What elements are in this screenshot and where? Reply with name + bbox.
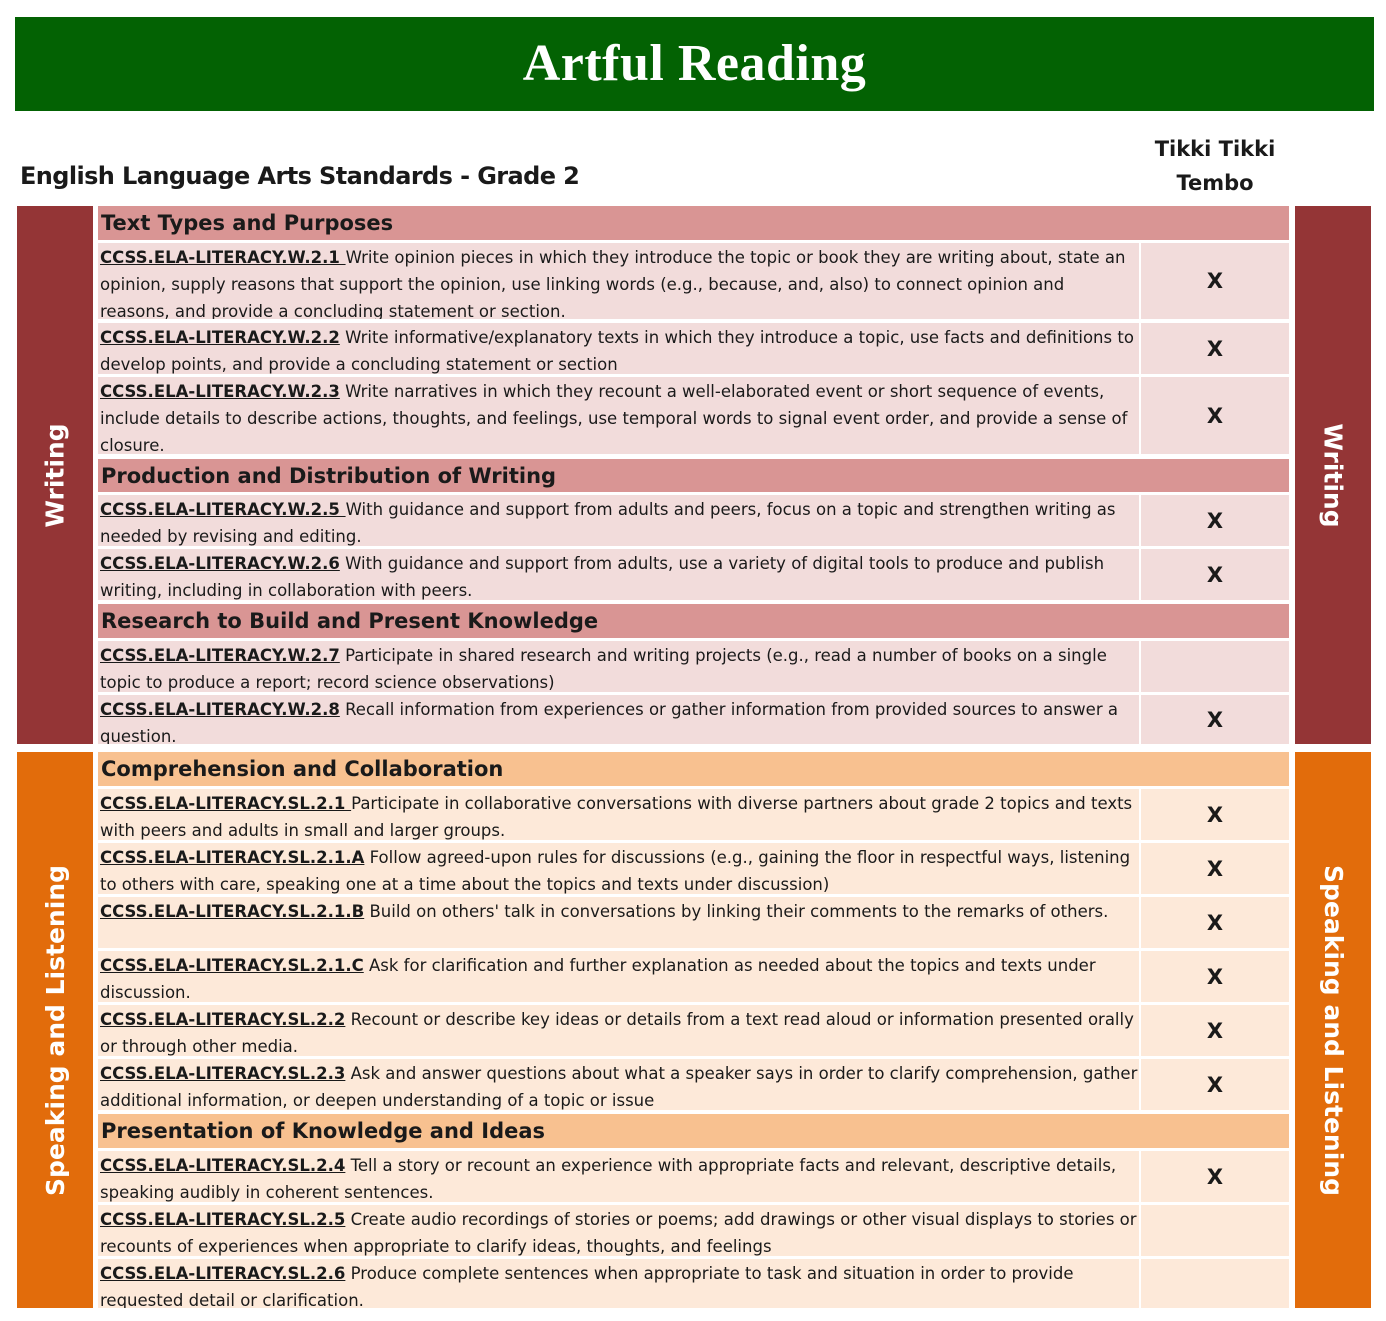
book-title-line-1: Tikki Tikki	[1154, 137, 1276, 161]
standard-text: Recount or describe key ideas or details from a text read aloud or information presented orally or through other media.	[100, 1010, 1134, 1056]
speaking-side-label-right: Speaking and Listening	[1295, 752, 1371, 1308]
book-mark-cell: X	[1141, 495, 1289, 546]
book-mark-cell: X	[1141, 1151, 1289, 1202]
standard-text: Write opinion pieces in which they introduce the topic or book they are writing about, state an opinion, supply reasons that support the opinion, use linking words (e.g., because, and, also) to connect opinion and reasons, and provide a concluding statement or section.	[100, 248, 1126, 319]
standard-row	[98, 695, 1139, 744]
standard-row	[98, 1005, 1139, 1056]
standard-text: Produce complete sentences when appropriate to task and situation in order to provide requested detail or clarification.	[100, 1264, 1074, 1308]
category-header: Comprehension and Collaboration	[98, 752, 1289, 786]
standard-row	[98, 323, 1139, 374]
book-mark-cell: X	[1141, 695, 1289, 744]
standard-code: CCSS.ELA-LITERACY.W.2.2	[100, 328, 340, 347]
standard-text: Build on others' talk in conversations by linking their comments to the remarks of others.	[364, 902, 1109, 921]
standard-code: CCSS.ELA-LITERACY.SL.2.1.C	[100, 956, 364, 975]
standard-row	[98, 243, 1139, 319]
standard-code: CCSS.ELA-LITERACY.W.2.7	[100, 646, 340, 665]
standard-code: CCSS.ELA-LITERACY.SL.2.6	[100, 1264, 346, 1283]
book-mark-cell	[1141, 1259, 1289, 1308]
standard-code: CCSS.ELA-LITERACY.SL.2.3	[100, 1064, 346, 1083]
standard-row	[98, 377, 1139, 454]
book-mark-cell: X	[1141, 843, 1289, 894]
standard-text: Create audio recordings of stories or poems; add drawings or other visual displays to stories or recounts of experiences when appropriate to clarify ideas, thoughts, and feelings	[100, 1210, 1137, 1256]
book-mark-cell: X	[1141, 789, 1289, 840]
book-mark-cell: X	[1141, 323, 1289, 374]
standard-text: Ask and answer questions about what a speaker says in order to clarify comprehension, gather additional information, or deepen understanding of a topic or issue	[100, 1064, 1138, 1110]
standard-code: CCSS.ELA-LITERACY.W.2.3	[100, 382, 340, 401]
standard-row	[98, 549, 1139, 600]
category-header: Production and Distribution of Writing	[98, 459, 1289, 492]
standard-text: Tell a story or recount an experience with appropriate facts and relevant, descriptive details, speaking audibly in coherent sentences.	[100, 1156, 1117, 1202]
book-mark-cell: X	[1141, 897, 1289, 948]
standard-row	[98, 951, 1139, 1002]
standard-row	[98, 897, 1139, 948]
book-mark-cell: X	[1141, 951, 1289, 1002]
standard-row	[98, 495, 1139, 546]
page-title: Artful Reading	[522, 35, 867, 92]
book-mark-cell: X	[1141, 549, 1289, 600]
standard-code: CCSS.ELA-LITERACY.SL.2.1	[100, 794, 352, 813]
standard-text: Ask for clarification and further explanation as needed about the topics and texts under discussion.	[100, 956, 1096, 1002]
writing-side-label-left: Writing	[17, 206, 93, 744]
standard-code: CCSS.ELA-LITERACY.SL.2.4	[100, 1156, 346, 1175]
standard-text: Recall information from experiences or gather information from provided sources to answer a question.	[100, 700, 1118, 744]
book-mark-cell: X	[1141, 1059, 1289, 1110]
standard-text: With guidance and support from adults and peers, focus on a topic and strengthen writing as needed by revising and editing.	[100, 500, 1116, 546]
category-header: Presentation of Knowledge and Ideas	[98, 1114, 1289, 1148]
standard-row	[98, 1151, 1139, 1202]
standard-row	[98, 789, 1139, 840]
standard-row	[98, 1259, 1139, 1308]
standard-code: CCSS.ELA-LITERACY.W.2.8	[100, 700, 340, 719]
book-mark-cell	[1141, 1205, 1289, 1256]
standard-text: Follow agreed-upon rules for discussions (e.g., gaining the floor in respectful ways, listening to others with care, speaking one at a time about the topics and texts under discussion)	[100, 848, 1131, 894]
book-mark-cell: X	[1141, 1005, 1289, 1056]
standard-code: CCSS.ELA-LITERACY.SL.2.2	[100, 1010, 346, 1029]
standard-row	[98, 1059, 1139, 1110]
standards-subtitle: English Language Arts Standards - Grade 2	[20, 162, 580, 190]
standard-row	[98, 843, 1139, 894]
standard-text: Write informative/explanatory texts in which they introduce a topic, use facts and definitions to develop points, and provide a concluding statement or section	[100, 328, 1134, 374]
speaking-side-label-left: Speaking and Listening	[17, 752, 93, 1308]
page-title-banner	[15, 17, 1374, 111]
book-title-line-2: Tembo	[1176, 171, 1254, 195]
book-column-header	[1140, 132, 1290, 200]
standard-code: CCSS.ELA-LITERACY.SL.2.5	[100, 1210, 346, 1229]
standard-code: CCSS.ELA-LITERACY.SL.2.1.A	[100, 848, 365, 867]
standard-code: CCSS.ELA-LITERACY.SL.2.1.B	[100, 902, 365, 921]
category-header: Research to Build and Present Knowledge	[98, 604, 1289, 638]
standard-text: Participate in collaborative conversations with diverse partners about grade 2 topics and texts with peers and adults in small and larger groups.	[100, 794, 1133, 840]
standard-text: Participate in shared research and writing projects (e.g., read a number of books on a single topic to produce a report; record science observations)	[100, 646, 1107, 692]
standard-row	[98, 641, 1139, 692]
standard-text: With guidance and support from adults, use a variety of digital tools to produce and publish writing, including in collaboration with peers.	[100, 554, 1105, 600]
book-mark-cell	[1141, 641, 1289, 692]
standard-row	[98, 1205, 1139, 1256]
standard-code: CCSS.ELA-LITERACY.W.2.6	[100, 554, 340, 573]
standard-text: Write narratives in which they recount a well-elaborated event or short sequence of events, include details to describe actions, thoughts, and feelings, use temporal words to signal event order, and provide a sense of closure.	[100, 382, 1128, 454]
standard-code: CCSS.ELA-LITERACY.W.2.5	[100, 500, 346, 519]
book-mark-cell: X	[1141, 243, 1289, 319]
writing-side-label-right: Writing	[1295, 206, 1371, 744]
book-mark-cell: X	[1141, 377, 1289, 454]
category-header: Text Types and Purposes	[98, 206, 1289, 240]
standard-code: CCSS.ELA-LITERACY.W.2.1	[100, 248, 346, 267]
